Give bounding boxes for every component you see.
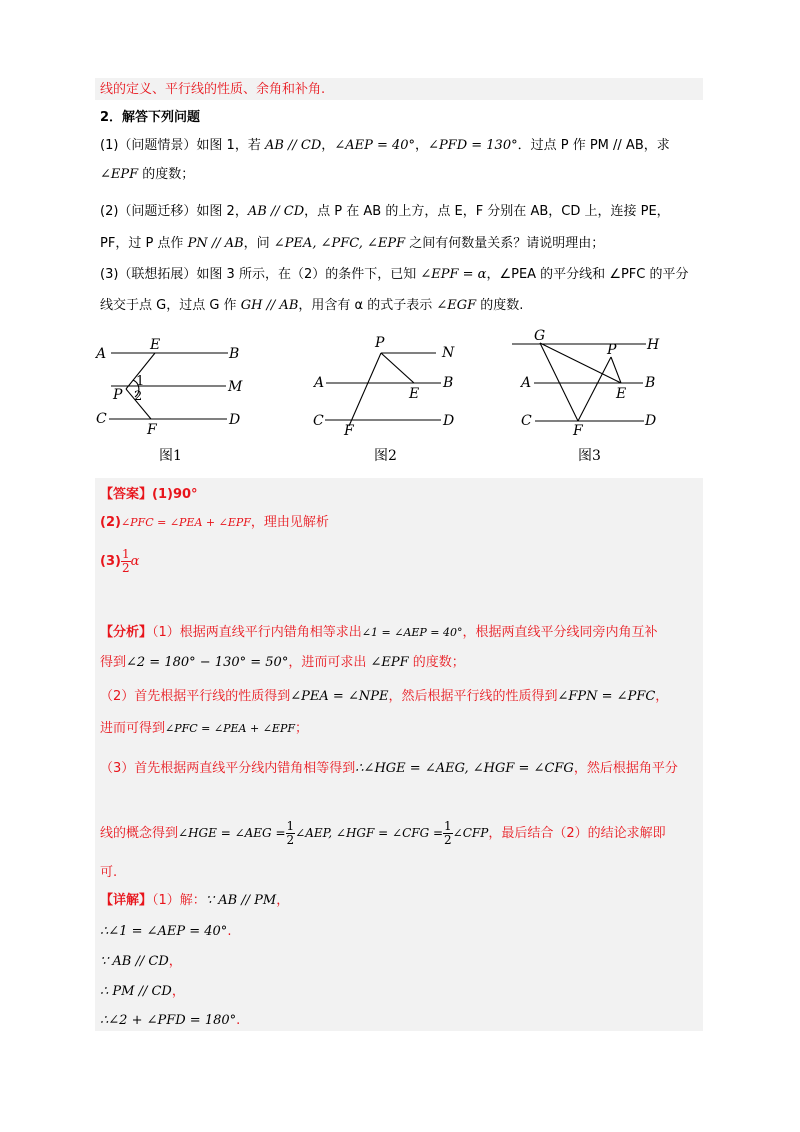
detail-line2 — [100, 921, 700, 943]
q1-cond2: ∠AEP = 40° — [334, 138, 416, 153]
q1b-expr: ∠EPF — [100, 167, 139, 182]
answer-2-expr: ∠PFC = ∠PEA + ∠EPF — [120, 516, 251, 529]
detail-d4-tail: ， — [171, 984, 185, 999]
fig2-label-n: N — [442, 345, 455, 361]
q2b-expr1: PN // AB — [187, 236, 244, 251]
analysis-l6-tail: ，最后结合（2）的结论求解即 — [488, 826, 666, 841]
answer-line1 — [100, 484, 700, 506]
analysis-l2-head: 得到 — [100, 655, 127, 670]
q1-tail: ．过点 P 作 PM // AB，求 — [517, 138, 670, 153]
fig3-caption: 图3 — [578, 448, 601, 464]
analysis-line6 — [100, 813, 700, 853]
analysis-line1 — [100, 622, 700, 644]
question-part2-line2 — [100, 233, 700, 255]
analysis-l1-tail: ，根据两直线平分线同旁内角互补 — [462, 625, 658, 640]
fig1-label-2: 2 — [134, 389, 143, 404]
detail-d3-expr: ∵ AB // CD — [100, 954, 169, 969]
analysis-l2-expr: ∠2 = 180° − 130° = 50° — [126, 655, 289, 670]
fig2-segment-pe — [381, 353, 414, 383]
analysis-l6-e2: ∠AEP, ∠HGF = ∠CFG = — [295, 826, 444, 840]
fig3-label-g: G — [534, 328, 546, 344]
answer-tag: 【答案】 — [100, 487, 153, 502]
analysis-l6-e1: ∠HGE = ∠AEG = — [178, 826, 286, 840]
intro-line: 线的定义、平行线的性质、余角和补角. — [100, 82, 326, 97]
q3b-tail: 的度数. — [476, 298, 524, 313]
detail-d2-tail: . — [227, 924, 232, 939]
analysis-l6-head: 线的概念得到 — [100, 826, 179, 841]
fig1-label-c: C — [96, 411, 107, 427]
detail-d1-expr: ∵ AB // PM — [205, 893, 277, 908]
analysis-l2-mid: ，进而可求出 — [288, 655, 371, 670]
q2b-mid: ，问 — [243, 236, 274, 251]
q3-tail: ，∠PEA 的平分线和 ∠PFC 的平分 — [486, 267, 689, 282]
analysis-l3-tail: ， — [655, 689, 669, 704]
fig3-label-b: B — [645, 375, 656, 391]
q3-label: (3)（联想拓展）如图 3 所示，在（2）的条件下，已知 — [100, 267, 421, 282]
fig3-label-f: F — [573, 423, 583, 439]
question-part3-line2 — [100, 295, 700, 317]
question-part2-line1 — [100, 201, 700, 223]
q3b-head: 线交于点 G，过点 G 作 — [100, 298, 241, 313]
q3-expr: ∠EPF = α — [420, 267, 487, 282]
fig3-label-h: H — [647, 337, 660, 353]
fig2-label-f: F — [344, 423, 354, 439]
analysis-l4-head: 进而可得到 — [100, 721, 166, 736]
analysis-l4-expr: ∠PFC = ∠PEA + ∠EPF — [165, 722, 295, 735]
detail-d1-tail: ， — [276, 893, 290, 908]
analysis-l3-expr1: ∠PEA = ∠NPE — [290, 689, 389, 704]
fig1-label-b: B — [229, 346, 240, 362]
answer-line3 — [100, 545, 700, 579]
fig1-label-p: P — [113, 387, 123, 403]
detail-d4-expr: ∴ PM // CD — [100, 984, 172, 999]
fig2-label-c: C — [313, 413, 324, 429]
q2-expr: AB // CD — [247, 204, 305, 219]
analysis-l6-e3: ∠CFP — [452, 826, 489, 840]
fig2-caption: 图2 — [374, 448, 397, 464]
analysis-tag: 【分析】 — [100, 625, 153, 640]
analysis-l6-frac1: $\frac{1}{2}$ — [286, 819, 295, 847]
fig3-segment-fp — [578, 357, 611, 421]
figures — [0, 325, 800, 475]
analysis-l3-head: （2）首先根据平行线的性质得到 — [100, 689, 291, 704]
q3b-expr2: ∠EGF — [436, 298, 477, 313]
question-part3-line1 — [100, 264, 700, 286]
fig1-label-a: A — [96, 346, 107, 362]
detail-d5-expr: ∴∠2 + ∠PFD = 180° — [100, 1013, 237, 1028]
detail-line3 — [100, 951, 700, 973]
analysis-l1-expr: ∠1 = ∠AEP = 40° — [361, 626, 463, 639]
fig3-label-d: D — [645, 413, 657, 429]
analysis-l1-text: （1）根据两直线平行内错角相等求出 — [152, 625, 362, 640]
answer-3-fraction: $\frac{1}{2}$ — [121, 547, 130, 575]
analysis-line2 — [100, 652, 700, 674]
fig3-segment-gf — [540, 343, 578, 421]
detail-line4 — [100, 981, 700, 1003]
fig3-label-a: A — [521, 375, 532, 391]
q3b-mid: ，用含有 α 的式子表示 — [298, 298, 437, 313]
analysis-line4 — [100, 718, 700, 740]
fig2-label-a: A — [314, 375, 325, 391]
analysis-line3 — [100, 686, 700, 708]
fig2-label-p: P — [375, 335, 385, 351]
fig2-segment-pf — [349, 353, 381, 426]
answer-line2 — [100, 512, 700, 534]
analysis-l2-expr2: ∠EPF — [370, 655, 409, 670]
q2b-head: PF，过 P 点作 — [100, 236, 188, 251]
analysis-line5 — [100, 758, 700, 780]
fig3-label-c: C — [521, 413, 532, 429]
analysis-l3-mid: ，然后根据平行线的性质得到 — [388, 689, 558, 704]
fig3-label-p: P — [607, 342, 617, 358]
answer-3-label: (3) — [100, 554, 121, 569]
fig2-label-e: E — [409, 386, 420, 402]
detail-line5 — [100, 1010, 700, 1032]
detail-d1-head: （1）解： — [152, 893, 206, 908]
detail-d2-expr: ∴∠1 = ∠AEP = 40° — [100, 924, 228, 939]
fig1-label-1: 1 — [136, 374, 145, 389]
q3b-expr1: GH // AB — [240, 298, 299, 313]
detail-d5-tail: . — [236, 1013, 241, 1028]
answer-2-label: (2) — [100, 515, 121, 530]
analysis-l3-expr2: ∠FPN = ∠PFC — [557, 689, 656, 704]
analysis-l5-expr: ∴∠HGE = ∠AEG, ∠HGF = ∠CFG — [355, 761, 574, 776]
analysis-line7: 可. — [100, 865, 118, 880]
q2b-expr2: ∠PEA, ∠PFC, ∠EPF — [273, 236, 406, 251]
q1b-tail: 的度数； — [138, 167, 195, 182]
answer-3-var: α — [130, 554, 140, 569]
question-part1-line1: (1)（问题情景）如图 1，若 AB // CD，∠AEP = 40°，∠PFD = 130°．过点 P 作 PM // AB，求 — [100, 138, 670, 153]
q2-label: (2)（问题迁移）如图 2， — [100, 204, 248, 219]
fig2-label-b: B — [443, 375, 454, 391]
q1-cond1: AB // CD — [264, 138, 322, 153]
fig1-label-f: F — [147, 422, 157, 438]
fig2-label-d: D — [443, 413, 455, 429]
q2b-tail: 之间有何数量关系？请说明理由； — [405, 236, 605, 251]
fig1-caption: 图1 — [159, 448, 182, 464]
q1-cond3: ∠PFD = 130° — [428, 138, 518, 153]
detail-d3-tail: ， — [168, 954, 182, 969]
answer-1: (1)90° — [152, 487, 198, 502]
detail-line1 — [100, 890, 700, 912]
analysis-l2-tail: 的度数； — [408, 655, 465, 670]
q1-label: (1)（问题情景）如图 1，若 — [100, 138, 265, 153]
detail-tag: 【详解】 — [100, 893, 153, 908]
fig1-label-d: D — [229, 412, 241, 428]
analysis-l5-head: （3）首先根据两直线平分线内错角相等得到 — [100, 761, 356, 776]
analysis-l4-tail: ； — [294, 721, 308, 736]
fig1-label-e: E — [150, 337, 161, 353]
analysis-l5-tail: ，然后根据角平分 — [573, 761, 678, 776]
question-part1-line2 — [100, 164, 700, 186]
q2-tail: ，点 P 在 AB 的上方，点 E，F 分别在 AB，CD 上，连接 PE， — [304, 204, 670, 219]
answer-2-tail: ，理由见解析 — [250, 515, 329, 530]
fig3-label-e: E — [616, 386, 627, 402]
fig1-label-m: M — [228, 379, 243, 395]
question-heading: 2．解答下列问题 — [100, 110, 201, 125]
analysis-l6-frac2: $\frac{1}{2}$ — [444, 819, 452, 847]
